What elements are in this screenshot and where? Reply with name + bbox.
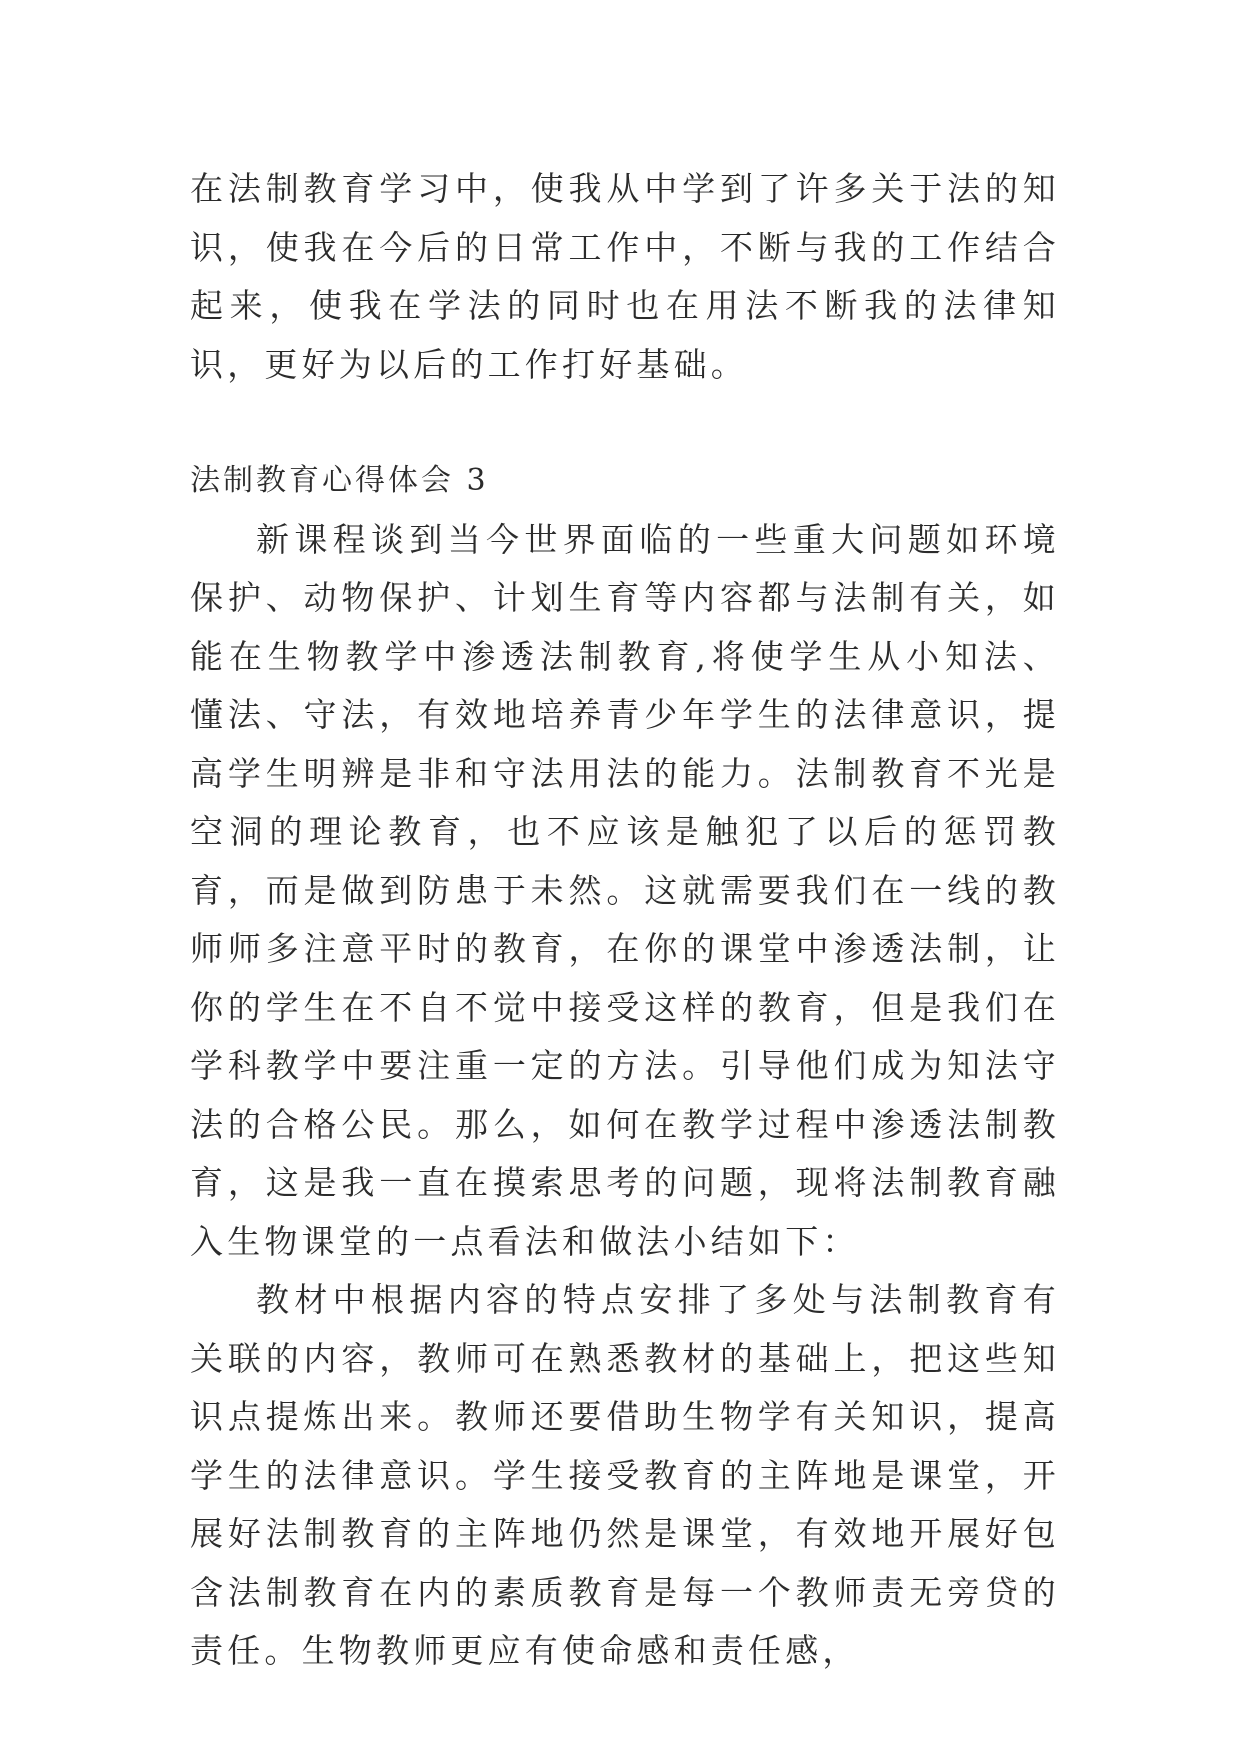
intro-paragraph: 在法制教育学习中，使我从中学到了许多关于法的知识，使我在今后的日常工作中，不断与我的工作结合起来，使我在学法的同时也在用法不断我的法律知识，更好为以后的工作打好基础。 [190,169,1060,384]
paragraph-spacer [190,394,1060,452]
section-title: 法制教育心得体会 3 [190,463,489,498]
document-body [190,160,1060,1681]
body-paragraph-2: 教材中根据内容的特点安排了多处与法制教育有关联的内容，教师可在熟悉教材的基础上，把这些知识点提炼出来。教师还要借助生物学有关知识，提高学生的法律意识。学生接受教育的主阵地是课堂，开展好法制教育的主阵地仍然是课堂，有效地开展好包含法制教育在内的素质教育是每一个教师责无旁贷的责任。生物教师更应有使命感和责任感， [190,1280,1060,1670]
body-paragraph-1: 新课程谈到当今世界面临的一些重大问题如环境保护、动物保护、计划生育等内容都与法制有关，如能在生物教学中渗透法制教育,将使学生从小知法、懂法、守法，有效地培养青少年学生的法律意识，提高学生明辨是非和守法用法的能力。法制教育不光是空洞的理论教育，也不应该是触犯了以后的惩罚教育，而是做到防患于未然。这就需要我们在一线的教师师多注意平时的教育，在你的课堂中渗透法制，让你的学生在不自不觉中接受这样的教育，但是我们在学科教学中要注重一定的方法。引导他们成为知法守法的合格公民。那么，如何在教学过程中渗透法制教育，这是我一直在摸索思考的问题，现将法制教育融入生物课堂的一点看法和做法小结如下： [190,519,1060,1261]
